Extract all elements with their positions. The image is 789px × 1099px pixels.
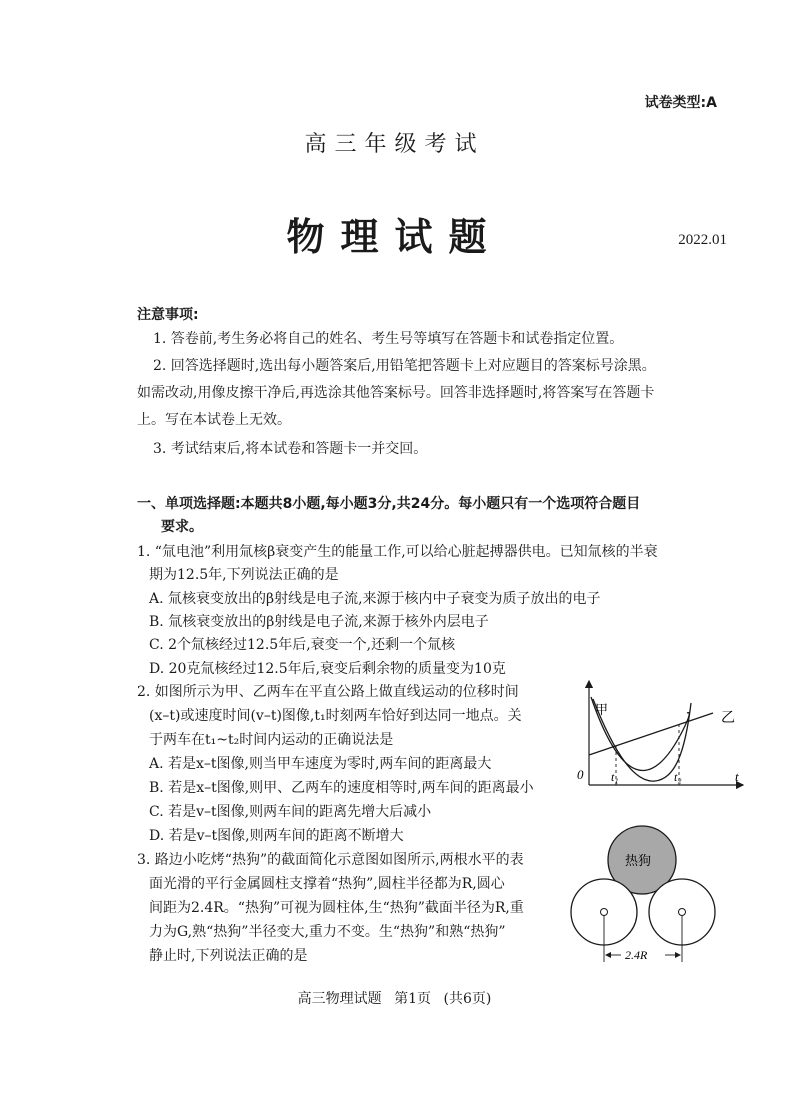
q2-stem-line-2: (x–t)或速度时间(v–t)图像,t₁时刻两车恰好到达同一地点。关 [149,708,522,724]
q3-stem-line-2: 面光滑的平行金属圆柱支撑着“热狗”,圆柱半径都为R,圆心 [149,876,505,892]
footer-total-pages: (共6页) [443,991,492,1007]
hotdog-label: 热狗 [625,853,652,868]
q2-motion-graph [575,675,750,795]
dimension-arrow-right [675,952,681,958]
exam-date: 2022.01 [678,232,727,248]
q1-option-d: D. 20克氚核经过12.5年后,衰变后剩余物的质量变为10克 [149,661,506,677]
q3-stem-line-1: 3. 路边小吃烤“热狗”的截面简化示意图如图所示,两根水平的表 [137,852,524,868]
q2-option-c: C. 若是v–t图像,则两车间的距离先增大后减小 [149,804,432,820]
label-origin: 0 [577,767,584,782]
q2-option-a: A. 若是x–t图像,则当甲车速度为零时,两车间的距离最大 [149,756,492,772]
section-1-heading-line-2: 要求。 [161,519,203,535]
label-jia: 甲 [595,702,609,717]
label-t1: t₁ [611,770,619,784]
q3-stem-line-3: 间距为2.4R。“热狗”可视为圆柱体,生“热狗”截面半径为R,重 [149,900,524,916]
left-cylinder-center [601,909,608,916]
notes-item-2-line-1: 2. 回答选择题时,选出每小题答案后,用铅笔把答题卡上对应题目的答案标号涂黑。 [153,358,656,374]
page-footer [0,988,789,1008]
distance-label: 2.4R [625,948,648,962]
subject-title: 物理试题 [286,214,503,259]
notes-item-3: 3. 考试结束后,将本试卷和答题卡一并交回。 [153,441,428,457]
notes-heading: 注意事项: [137,307,199,323]
notes-item-2-line-2: 如需改动,用像皮擦干净后,再选涂其他答案标号。回答非选择题时,将答案写在答题卡 [137,385,655,401]
notes-item-2-line-3: 上。写在本试卷上无效。 [137,412,291,428]
footer-page-number: 第1页 [394,991,432,1007]
q2-stem-line-3: 于两车在t₁~t₂时间内运动的正确说法是 [149,732,394,748]
label-yi: 乙 [721,711,735,726]
q2-option-b: B. 若是x–t图像,则甲、乙两车的速度相等时,两车间的距离最小 [149,780,534,796]
label-t-axis: t [735,769,739,784]
q1-stem-line-1: 1. “氚电池”利用氚核β衰变产生的能量工作,可以给心脏起搏器供电。已知氚核的半衰 [137,544,658,560]
notes-item-1: 1. 答卷前,考生务必将自己的姓名、考生号等填写在答题卡和试卷指定位置。 [153,331,624,347]
section-1-heading-line-1: 一、单项选择题:本题共8小题,每小题3分,共24分。每小题只有一个选项符合题目 [137,496,641,512]
q3-stem-line-4: 力为G,熟“热狗”半径变大,重力不变。生“热狗”和熟“热狗” [149,924,506,940]
q1-stem-line-2: 期为12.5年,下列说法正确的是 [149,567,339,583]
dimension-arrow-left [605,952,611,958]
label-t2: t₂ [674,770,682,784]
paper-type-label: 试卷类型:A [644,95,717,111]
q1-option-c: C. 2个氚核经过12.5年后,衰变一个,还剩一个氚核 [149,637,456,653]
right-cylinder-center [679,909,686,916]
q3-hotdog-figure [565,822,735,970]
footer-page-title: 高三物理试题 [297,991,382,1007]
q2-stem-line-1: 2. 如图所示为甲、乙两车在平直公路上做直线运动的位移时间 [137,684,519,700]
q3-stem-line-5: 静止时,下列说法正确的是 [149,948,308,964]
q1-option-a: A. 氚核衰变放出的β射线是电子流,来源于核内中子衰变为质子放出的电子 [149,591,601,607]
q2-option-d: D. 若是v–t图像,则两车间的距离不断增大 [149,828,404,844]
q1-option-b: B. 氚核衰变放出的β射线是电子流,来源于核外内层电子 [149,614,489,630]
exam-title: 高三年级考试 [304,132,485,157]
